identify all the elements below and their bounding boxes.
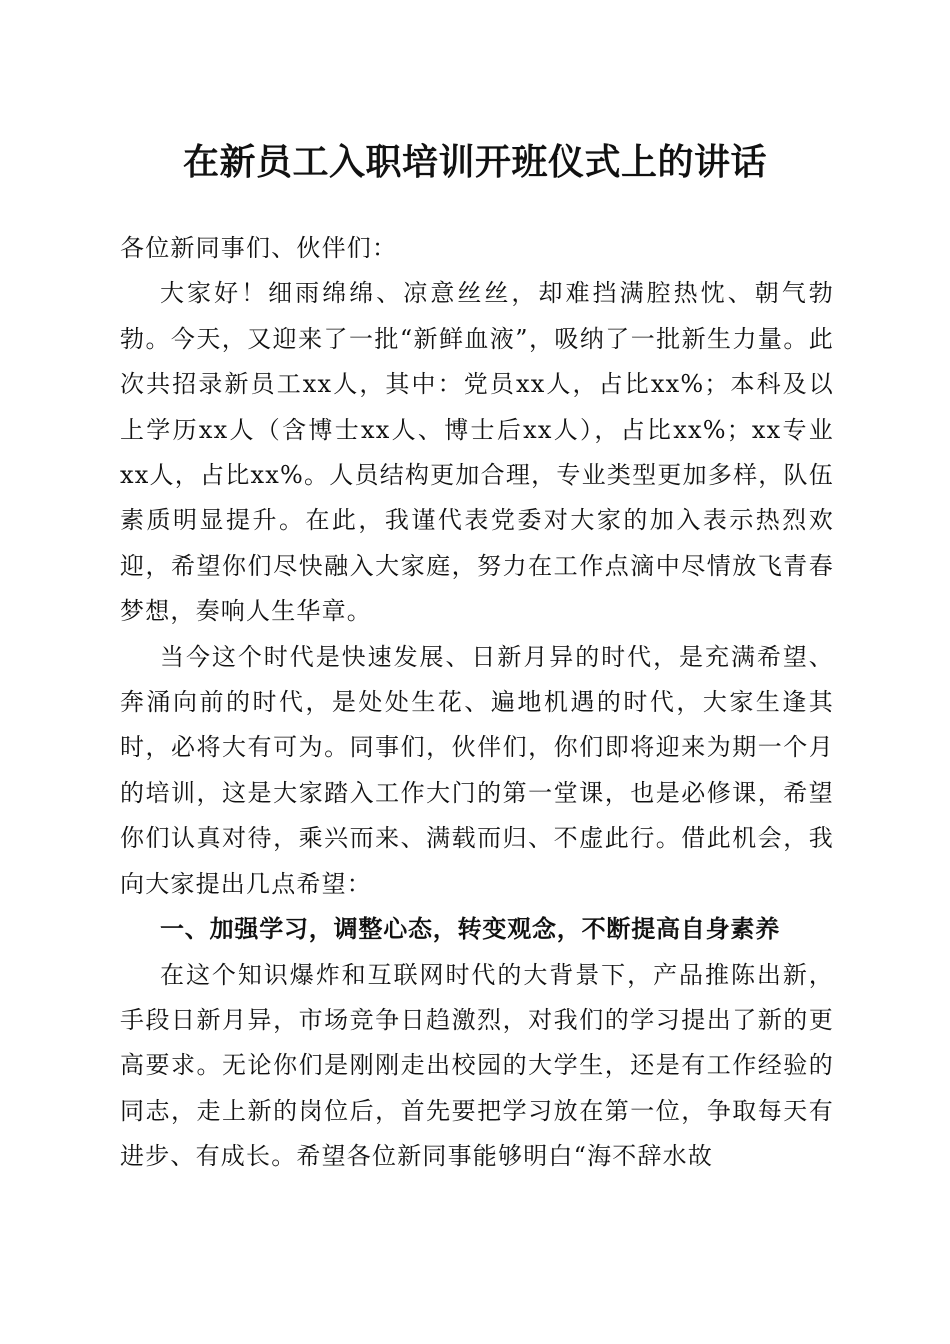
document-title: 在新员工入职培训开班仪式上的讲话 [182,141,767,183]
paragraph-welcome: 大家好！细雨绵绵、凉意丝丝，却难挡满腔热忱、朝气勃勃。今天，又迎来了一批“新鲜血液”，吸纳了一批新生力量。此次共招录新员工xx人，其中：党员xx人，占比xx%；本科及以上学历xx人（含博士xx人、博士后xx人），占比xx%；xx专业xx人，占比xx%。人员结构更加合理，专业类型更加多样，队伍素质明显提升。在此，我谨代表党委对大家的加入表示热烈欢迎，希望你们尽快融入大家庭，努力在工作点滴中尽情放飞青春梦想，奏响人生华章。 [120,279,834,626]
salutation: 各位新同事们、伙伴们： [120,234,398,262]
section-heading-1: 一、加强学习，调整心态，转变观念，不断提高自身素养 [160,915,780,944]
paragraph-learning: 在这个知识爆炸和互联网时代的大背景下，产品推陈出新，手段日新月异，市场竞争日趋激烈，对我们的学习提出了新的更高要求。无论你们是刚刚走出校园的大学生，还是有工作经验的同志，走上新的岗位后，首先要把学习放在第一位，争取每天有进步、有成长。希望各位新同事能够明白“海不辞水故 [120,960,834,1171]
document-body [120,226,834,1180]
paragraph-era: 当今这个时代是快速发展、日新月异的时代，是充满希望、奔涌向前的时代，是处处生花、遍地机遇的时代，大家生逢其时，必将大有可为。同事们，伙伴们，你们即将迎来为期一个月的培训，这是大家踏入工作大门的第一堂课，也是必修课，希望你们认真对待，乘兴而来、满载而归、不虚此行。借此机会，我向大家提出几点希望： [120,642,834,898]
